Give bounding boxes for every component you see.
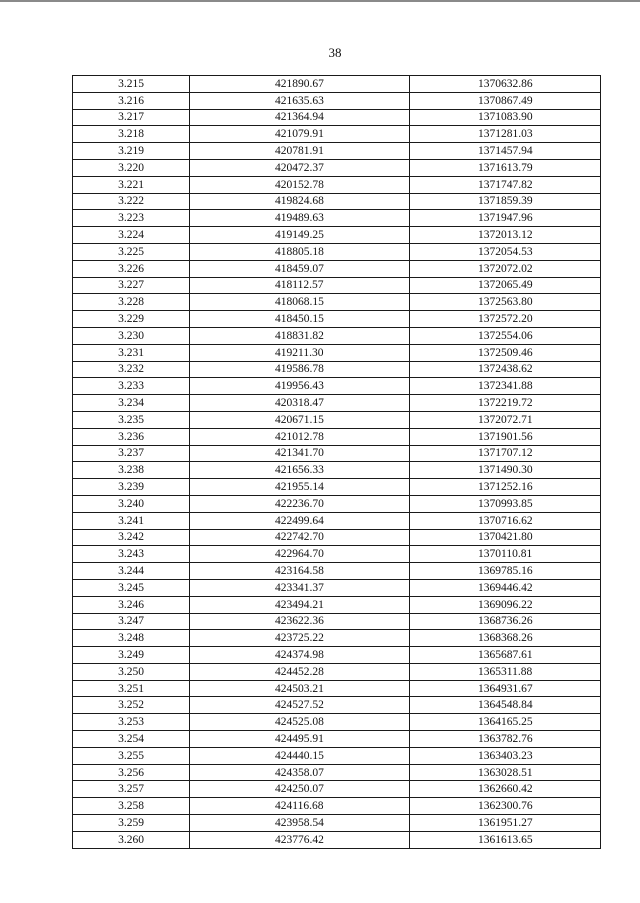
x-coordinate-cell: 422742.70 — [190, 529, 410, 546]
x-coordinate-cell: 423776.42 — [190, 831, 410, 848]
y-coordinate-cell: 1369446.42 — [410, 579, 601, 596]
point-number-cell: 3.246 — [73, 596, 190, 613]
table-row — [73, 378, 601, 395]
y-coordinate-cell: 1371947.96 — [410, 210, 601, 227]
table-row — [73, 243, 601, 260]
table-row — [73, 764, 601, 781]
y-coordinate-cell: 1371083.90 — [410, 109, 601, 126]
y-coordinate-cell: 1371747.82 — [410, 176, 601, 193]
x-coordinate-cell: 419824.68 — [190, 193, 410, 210]
coordinates-table-body — [73, 76, 601, 849]
x-coordinate-cell: 421890.67 — [190, 76, 410, 93]
y-coordinate-cell: 1361951.27 — [410, 815, 601, 832]
table-row — [73, 344, 601, 361]
y-coordinate-cell: 1372072.71 — [410, 411, 601, 428]
x-coordinate-cell: 420152.78 — [190, 176, 410, 193]
x-coordinate-cell: 424527.52 — [190, 697, 410, 714]
x-coordinate-cell: 421079.91 — [190, 126, 410, 143]
y-coordinate-cell: 1372219.72 — [410, 395, 601, 412]
point-number-cell: 3.245 — [73, 579, 190, 596]
x-coordinate-cell: 424116.68 — [190, 798, 410, 815]
x-coordinate-cell: 421341.70 — [190, 445, 410, 462]
x-coordinate-cell: 421955.14 — [190, 479, 410, 496]
y-coordinate-cell: 1371901.56 — [410, 428, 601, 445]
x-coordinate-cell: 420318.47 — [190, 395, 410, 412]
x-coordinate-cell: 419149.25 — [190, 227, 410, 244]
table-row — [73, 579, 601, 596]
y-coordinate-cell: 1364931.67 — [410, 680, 601, 697]
table-row — [73, 747, 601, 764]
table-row — [73, 630, 601, 647]
x-coordinate-cell: 418459.07 — [190, 260, 410, 277]
y-coordinate-cell: 1363028.51 — [410, 764, 601, 781]
point-number-cell: 3.239 — [73, 479, 190, 496]
x-coordinate-cell: 423622.36 — [190, 613, 410, 630]
point-number-cell: 3.253 — [73, 714, 190, 731]
point-number-cell: 3.248 — [73, 630, 190, 647]
table-row — [73, 428, 601, 445]
y-coordinate-cell: 1371252.16 — [410, 479, 601, 496]
y-coordinate-cell: 1371457.94 — [410, 143, 601, 160]
point-number-cell: 3.215 — [73, 76, 190, 93]
x-coordinate-cell: 424495.91 — [190, 731, 410, 748]
x-coordinate-cell: 418450.15 — [190, 311, 410, 328]
point-number-cell: 3.254 — [73, 731, 190, 748]
x-coordinate-cell: 418068.15 — [190, 294, 410, 311]
point-number-cell: 3.260 — [73, 831, 190, 848]
table-row — [73, 92, 601, 109]
y-coordinate-cell: 1368736.26 — [410, 613, 601, 630]
table-row — [73, 731, 601, 748]
y-coordinate-cell: 1372563.80 — [410, 294, 601, 311]
y-coordinate-cell: 1364165.25 — [410, 714, 601, 731]
top-border-line — [0, 0, 640, 2]
x-coordinate-cell: 418831.82 — [190, 327, 410, 344]
y-coordinate-cell: 1362300.76 — [410, 798, 601, 815]
table-row — [73, 596, 601, 613]
point-number-cell: 3.235 — [73, 411, 190, 428]
x-coordinate-cell: 419489.63 — [190, 210, 410, 227]
point-number-cell: 3.221 — [73, 176, 190, 193]
x-coordinate-cell: 423958.54 — [190, 815, 410, 832]
y-coordinate-cell: 1369785.16 — [410, 563, 601, 580]
point-number-cell: 3.228 — [73, 294, 190, 311]
point-number-cell: 3.244 — [73, 563, 190, 580]
table-row — [73, 680, 601, 697]
table-row — [73, 277, 601, 294]
point-number-cell: 3.252 — [73, 697, 190, 714]
table-row — [73, 563, 601, 580]
point-number-cell: 3.236 — [73, 428, 190, 445]
point-number-cell: 3.232 — [73, 361, 190, 378]
point-number-cell: 3.255 — [73, 747, 190, 764]
table-row — [73, 311, 601, 328]
y-coordinate-cell: 1370867.49 — [410, 92, 601, 109]
y-coordinate-cell: 1372013.12 — [410, 227, 601, 244]
x-coordinate-cell: 422499.64 — [190, 512, 410, 529]
table-row — [73, 227, 601, 244]
y-coordinate-cell: 1371490.30 — [410, 462, 601, 479]
y-coordinate-cell: 1372509.46 — [410, 344, 601, 361]
x-coordinate-cell: 424358.07 — [190, 764, 410, 781]
y-coordinate-cell: 1368368.26 — [410, 630, 601, 647]
table-row — [73, 193, 601, 210]
y-coordinate-cell: 1372072.02 — [410, 260, 601, 277]
table-row — [73, 815, 601, 832]
x-coordinate-cell: 424503.21 — [190, 680, 410, 697]
point-number-cell: 3.220 — [73, 159, 190, 176]
y-coordinate-cell: 1370716.62 — [410, 512, 601, 529]
x-coordinate-cell: 421635.63 — [190, 92, 410, 109]
x-coordinate-cell: 423341.37 — [190, 579, 410, 596]
y-coordinate-cell: 1370993.85 — [410, 495, 601, 512]
table-row — [73, 831, 601, 848]
y-coordinate-cell: 1371613.79 — [410, 159, 601, 176]
point-number-cell: 3.223 — [73, 210, 190, 227]
x-coordinate-cell: 420781.91 — [190, 143, 410, 160]
table-row — [73, 479, 601, 496]
y-coordinate-cell: 1364548.84 — [410, 697, 601, 714]
coordinates-table — [72, 75, 601, 849]
table-row — [73, 697, 601, 714]
x-coordinate-cell: 423494.21 — [190, 596, 410, 613]
table-row — [73, 126, 601, 143]
table-row — [73, 546, 601, 563]
y-coordinate-cell: 1371859.39 — [410, 193, 601, 210]
y-coordinate-cell: 1372572.20 — [410, 311, 601, 328]
point-number-cell: 3.247 — [73, 613, 190, 630]
point-number-cell: 3.219 — [73, 143, 190, 160]
y-coordinate-cell: 1371707.12 — [410, 445, 601, 462]
x-coordinate-cell: 422236.70 — [190, 495, 410, 512]
x-coordinate-cell: 421364.94 — [190, 109, 410, 126]
point-number-cell: 3.249 — [73, 647, 190, 664]
table-row — [73, 159, 601, 176]
table-row — [73, 294, 601, 311]
y-coordinate-cell: 1372341.88 — [410, 378, 601, 395]
x-coordinate-cell: 419586.78 — [190, 361, 410, 378]
table-row — [73, 411, 601, 428]
y-coordinate-cell: 1372554.06 — [410, 327, 601, 344]
y-coordinate-cell: 1369096.22 — [410, 596, 601, 613]
x-coordinate-cell: 424525.08 — [190, 714, 410, 731]
y-coordinate-cell: 1370421.80 — [410, 529, 601, 546]
point-number-cell: 3.222 — [73, 193, 190, 210]
point-number-cell: 3.225 — [73, 243, 190, 260]
point-number-cell: 3.259 — [73, 815, 190, 832]
point-number-cell: 3.233 — [73, 378, 190, 395]
table-row — [73, 613, 601, 630]
page-number: 38 — [328, 45, 342, 60]
table-row — [73, 512, 601, 529]
point-number-cell: 3.217 — [73, 109, 190, 126]
table-row — [73, 714, 601, 731]
y-coordinate-cell: 1365311.88 — [410, 663, 601, 680]
table-row — [73, 781, 601, 798]
x-coordinate-cell: 423725.22 — [190, 630, 410, 647]
table-row — [73, 462, 601, 479]
point-number-cell: 3.216 — [73, 92, 190, 109]
table-row — [73, 176, 601, 193]
table-row — [73, 327, 601, 344]
x-coordinate-cell: 419211.30 — [190, 344, 410, 361]
y-coordinate-cell: 1370632.86 — [410, 76, 601, 93]
point-number-cell: 3.234 — [73, 395, 190, 412]
table-row — [73, 647, 601, 664]
point-number-cell: 3.241 — [73, 512, 190, 529]
table-row — [73, 260, 601, 277]
point-number-cell: 3.230 — [73, 327, 190, 344]
point-number-cell: 3.237 — [73, 445, 190, 462]
point-number-cell: 3.218 — [73, 126, 190, 143]
x-coordinate-cell: 418805.18 — [190, 243, 410, 260]
y-coordinate-cell: 1372054.53 — [410, 243, 601, 260]
point-number-cell: 3.238 — [73, 462, 190, 479]
table-row — [73, 361, 601, 378]
point-number-cell: 3.226 — [73, 260, 190, 277]
point-number-cell: 3.229 — [73, 311, 190, 328]
x-coordinate-cell: 424440.15 — [190, 747, 410, 764]
table-row — [73, 798, 601, 815]
table-row — [73, 210, 601, 227]
y-coordinate-cell: 1372438.62 — [410, 361, 601, 378]
table-row — [73, 495, 601, 512]
table-row — [73, 109, 601, 126]
point-number-cell: 3.250 — [73, 663, 190, 680]
x-coordinate-cell: 418112.57 — [190, 277, 410, 294]
y-coordinate-cell: 1371281.03 — [410, 126, 601, 143]
table-row — [73, 143, 601, 160]
point-number-cell: 3.231 — [73, 344, 190, 361]
table-row — [73, 529, 601, 546]
table-row — [73, 663, 601, 680]
y-coordinate-cell: 1365687.61 — [410, 647, 601, 664]
x-coordinate-cell: 419956.43 — [190, 378, 410, 395]
y-coordinate-cell: 1361613.65 — [410, 831, 601, 848]
point-number-cell: 3.257 — [73, 781, 190, 798]
point-number-cell: 3.240 — [73, 495, 190, 512]
point-number-cell: 3.227 — [73, 277, 190, 294]
x-coordinate-cell: 422964.70 — [190, 546, 410, 563]
x-coordinate-cell: 423164.58 — [190, 563, 410, 580]
point-number-cell: 3.256 — [73, 764, 190, 781]
x-coordinate-cell: 421012.78 — [190, 428, 410, 445]
point-number-cell: 3.224 — [73, 227, 190, 244]
y-coordinate-cell: 1363403.23 — [410, 747, 601, 764]
y-coordinate-cell: 1372065.49 — [410, 277, 601, 294]
x-coordinate-cell: 420671.15 — [190, 411, 410, 428]
point-number-cell: 3.243 — [73, 546, 190, 563]
y-coordinate-cell: 1370110.81 — [410, 546, 601, 563]
x-coordinate-cell: 424452.28 — [190, 663, 410, 680]
table-row — [73, 395, 601, 412]
x-coordinate-cell: 424374.98 — [190, 647, 410, 664]
point-number-cell: 3.258 — [73, 798, 190, 815]
y-coordinate-cell: 1362660.42 — [410, 781, 601, 798]
x-coordinate-cell: 421656.33 — [190, 462, 410, 479]
table-row — [73, 76, 601, 93]
point-number-cell: 3.242 — [73, 529, 190, 546]
x-coordinate-cell: 424250.07 — [190, 781, 410, 798]
x-coordinate-cell: 420472.37 — [190, 159, 410, 176]
point-number-cell: 3.251 — [73, 680, 190, 697]
y-coordinate-cell: 1363782.76 — [410, 731, 601, 748]
table-row — [73, 445, 601, 462]
